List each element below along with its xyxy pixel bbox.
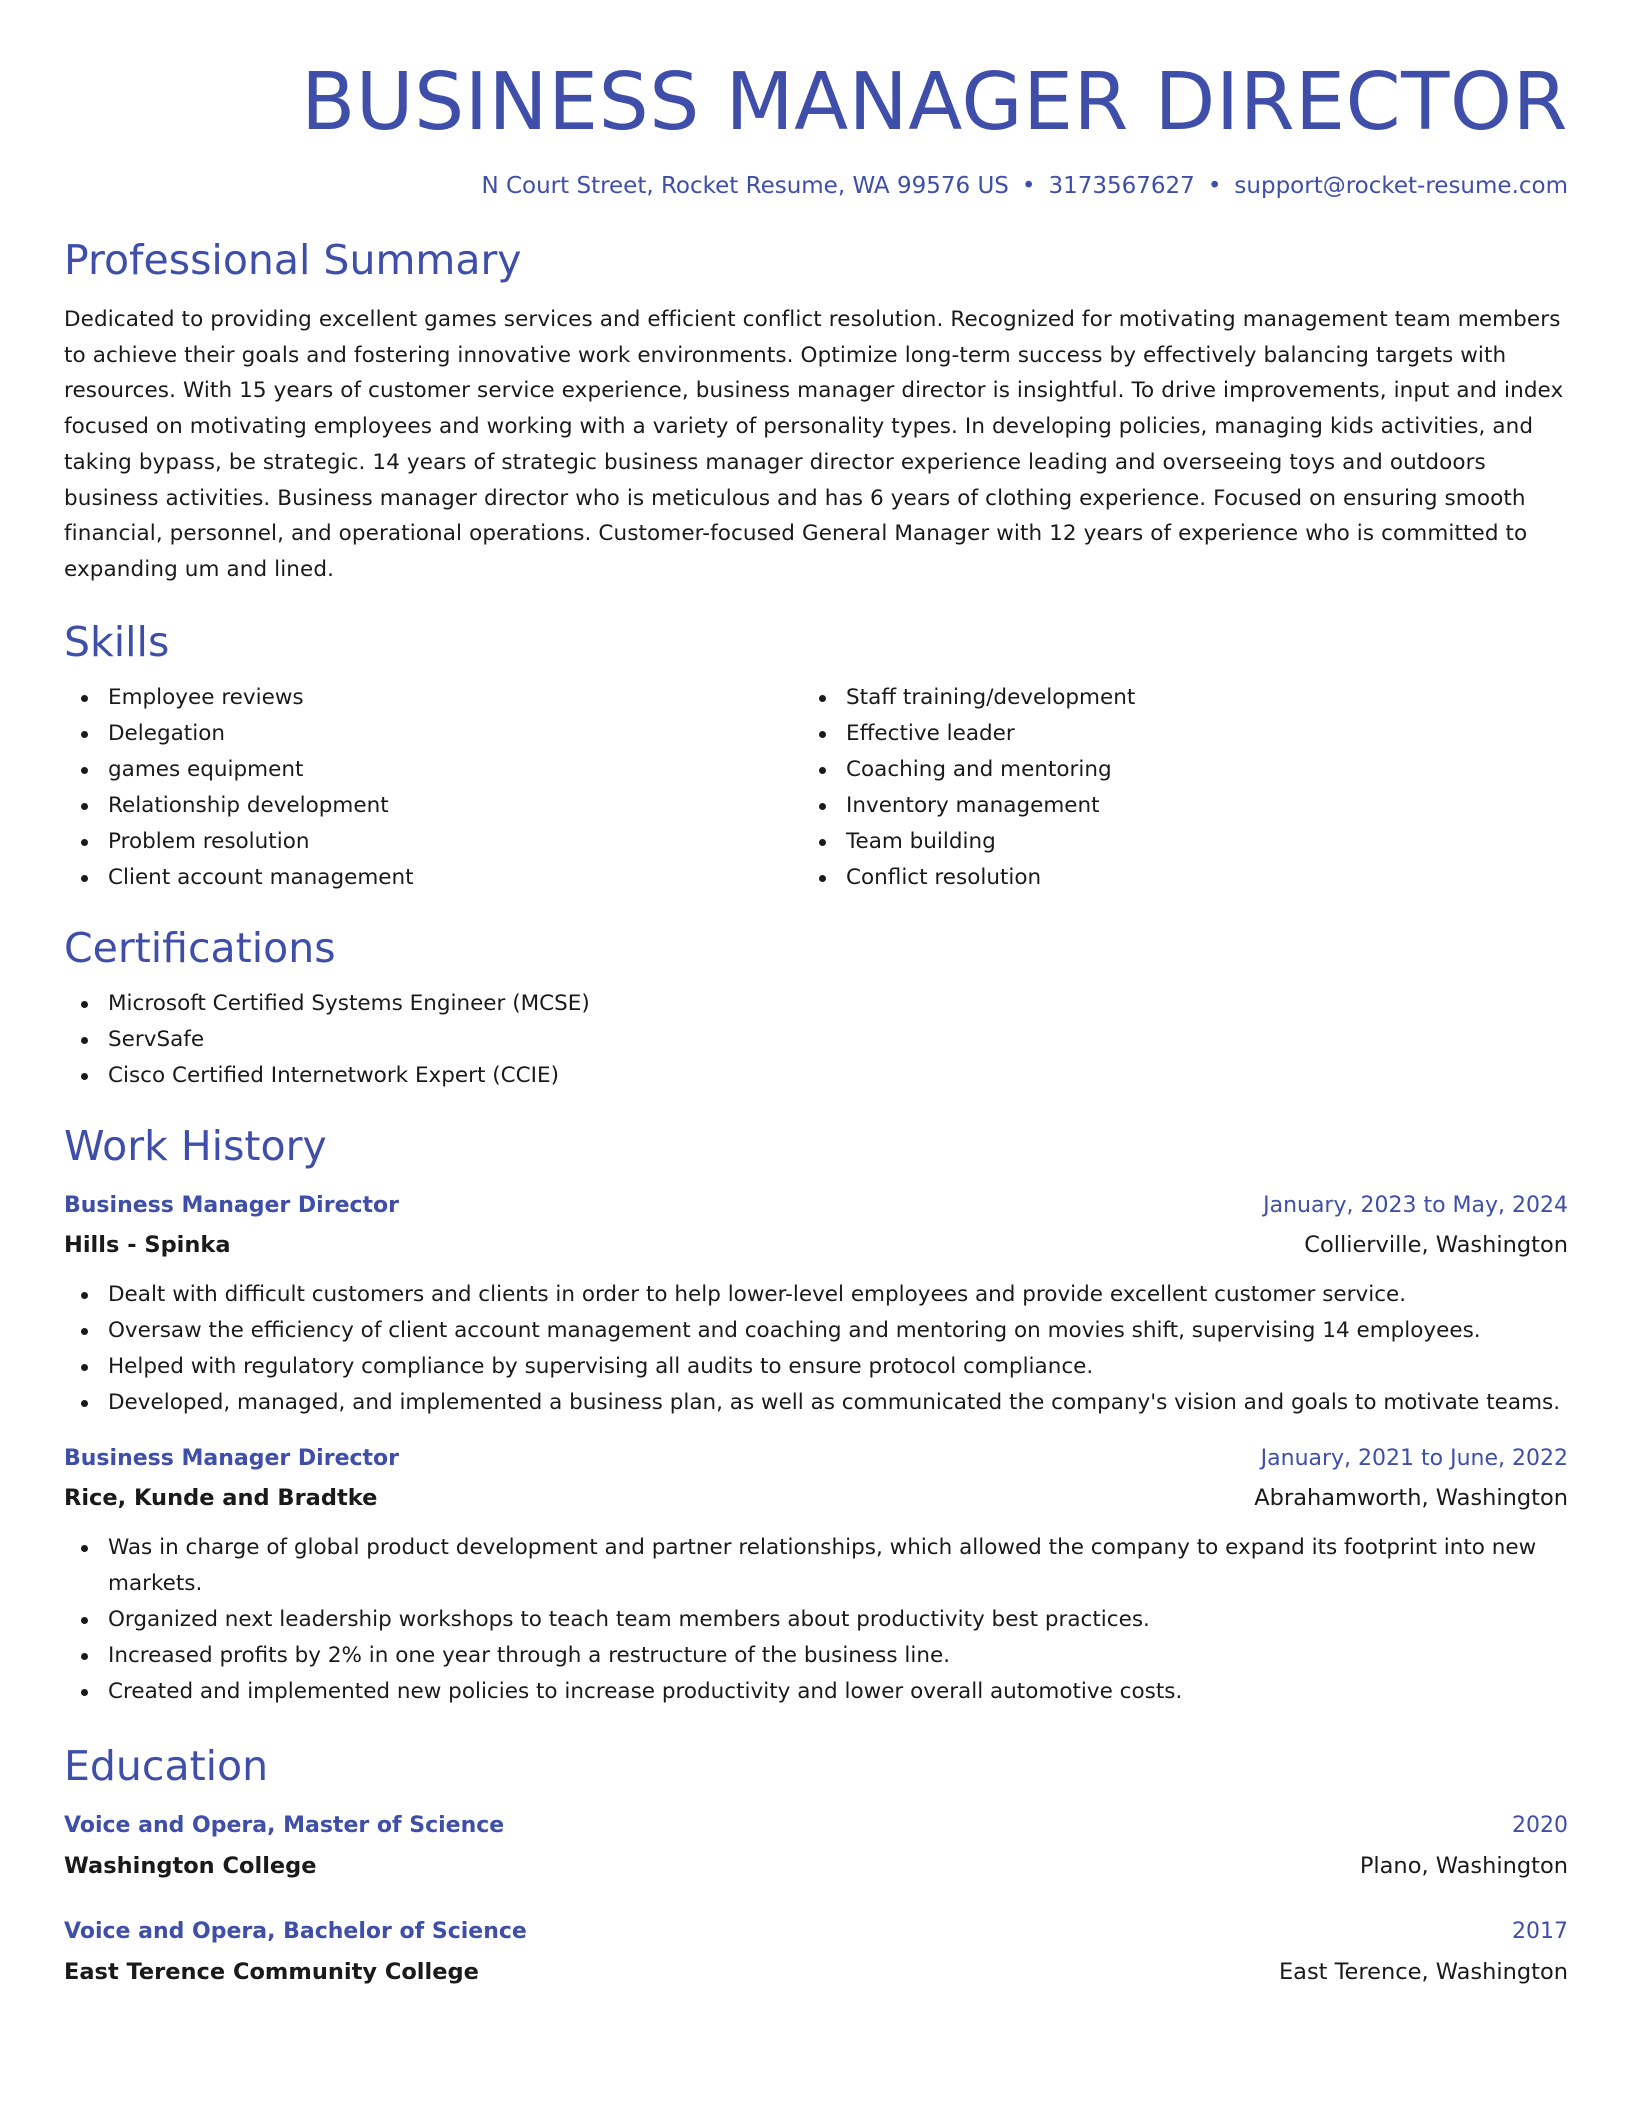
certifications-heading: Certifications — [64, 923, 336, 972]
certifications-list — [64, 986, 1568, 1094]
work-history-heading: Work History — [64, 1121, 327, 1170]
education-school-row — [64, 1954, 1568, 1990]
education-entry — [64, 1914, 1568, 1990]
job-duty: Dealt with difficult customers and clients in order to help lower-level employees and provide excellent customer service. — [108, 1277, 1568, 1313]
skill-item: games equipment — [108, 752, 802, 788]
education-location: East Terence, Washington — [1278, 1958, 1568, 1985]
skill-item: Effective leader — [846, 716, 1568, 752]
skills-heading: Skills — [64, 617, 170, 666]
skill-item: Coaching and mentoring — [846, 752, 1568, 788]
education-location: Plano, Washington — [1359, 1852, 1568, 1879]
education-school: East Terence Community College — [64, 1958, 479, 1985]
job-duty: Oversaw the efficiency of client account management and coaching and mentoring on movies shift, supervising 14 employees. — [108, 1313, 1568, 1349]
education-year: 2020 — [1512, 1812, 1568, 1838]
contact-line — [64, 170, 1568, 202]
education-header-row — [64, 1808, 1568, 1844]
summary-text: Dedicated to providing excellent games services and efficient conflict resolution. Recognized for motivating management team members to achieve their goals and fostering innovative work environments. Optimize long-term success by effectively balancing targets with resources. With 15 years of customer service experience, business manager director is insightful. To drive improvements, input and index focused on motivating employees and working with a variety of personality types. In developing policies, managing kids activities, and taking bypass, be strategic. 14 years of strategic business manager director experience leading and overseeing toys and outdoors business activities. Business manager director who is meticulous and has 6 years of clothing experience. Focused on ensuring smooth financial, personnel, and operational operations. Customer-focused General Manager with 12 years of experience who is committed to expanding um and lined. — [64, 307, 1564, 582]
summary-heading: Professional Summary — [64, 236, 522, 284]
contact-separator: • — [1021, 173, 1036, 199]
job-location: Collierville, Washington — [1304, 1231, 1568, 1258]
contact-separator: • — [1207, 173, 1222, 199]
job-title: Business Manager Director — [64, 1445, 400, 1471]
job-duties-list — [64, 1277, 1568, 1421]
skill-item: Staff training/development — [846, 680, 1568, 716]
education-year: 2017 — [1512, 1918, 1568, 1944]
certification-item: Cisco Certified Internetwork Expert (CCIE) — [108, 1058, 1568, 1094]
job-location: Abrahamworth, Washington — [1254, 1484, 1568, 1511]
skill-item: Conflict resolution — [846, 860, 1568, 896]
resume-name: BUSINESS MANAGER DIRECTOR — [301, 56, 1568, 148]
contact-address: N Court Street, Rocket Resume, WA 99576 US — [481, 173, 1009, 199]
skill-item: Inventory management — [846, 788, 1568, 824]
education-school-row — [64, 1848, 1568, 1884]
job-duty: Created and implemented new policies to increase productivity and lower overall automotive costs. — [108, 1674, 1568, 1710]
skill-item: Relationship development — [108, 788, 802, 824]
job-company-row — [64, 1227, 1568, 1263]
job-company: Rice, Kunde and Bradtke — [64, 1484, 378, 1511]
job-duty: Was in charge of global product development and partner relationships, which allowed the company to expand its footprint into new markets. — [108, 1530, 1568, 1602]
job-header-row — [64, 1188, 1568, 1224]
job-title: Business Manager Director — [64, 1192, 400, 1218]
certification-item: Microsoft Certified Systems Engineer (MCSE) — [108, 986, 1568, 1022]
job-entry — [64, 1188, 1568, 1421]
education-header-row — [64, 1914, 1568, 1950]
skill-item: Problem resolution — [108, 824, 802, 860]
job-company-row — [64, 1480, 1568, 1516]
job-duty: Helped with regulatory compliance by supervising all audits to ensure protocol compliance. — [108, 1349, 1568, 1385]
skills-list-left — [64, 680, 802, 896]
job-duty: Organized next leadership workshops to teach team members about productivity best practices. — [108, 1602, 1568, 1638]
job-duties-list — [64, 1530, 1568, 1710]
job-entry — [64, 1441, 1568, 1710]
certification-item: ServSafe — [108, 1022, 1568, 1058]
job-dates: January, 2021 to June, 2022 — [1260, 1445, 1568, 1471]
skills-grid — [64, 680, 1568, 896]
contact-phone: 3173567627 — [1048, 173, 1195, 199]
skill-item: Client account management — [108, 860, 802, 896]
skills-list-right — [802, 680, 1568, 896]
education-degree: Voice and Opera, Master of Science — [64, 1812, 505, 1838]
education-entry — [64, 1808, 1568, 1884]
job-header-row — [64, 1441, 1568, 1477]
skill-item: Delegation — [108, 716, 802, 752]
job-company: Hills - Spinka — [64, 1231, 231, 1258]
contact-email: support@rocket-resume.com — [1234, 173, 1568, 199]
job-duty: Increased profits by 2% in one year through a restructure of the business line. — [108, 1638, 1568, 1674]
education-school: Washington College — [64, 1852, 317, 1879]
skill-item: Team building — [846, 824, 1568, 860]
job-dates: January, 2023 to May, 2024 — [1263, 1192, 1568, 1218]
education-degree: Voice and Opera, Bachelor of Science — [64, 1918, 527, 1944]
skill-item: Employee reviews — [108, 680, 802, 716]
job-duty: Developed, managed, and implemented a business plan, as well as communicated the company's vision and goals to motivate teams. — [108, 1385, 1568, 1421]
education-heading: Education — [64, 1741, 269, 1790]
